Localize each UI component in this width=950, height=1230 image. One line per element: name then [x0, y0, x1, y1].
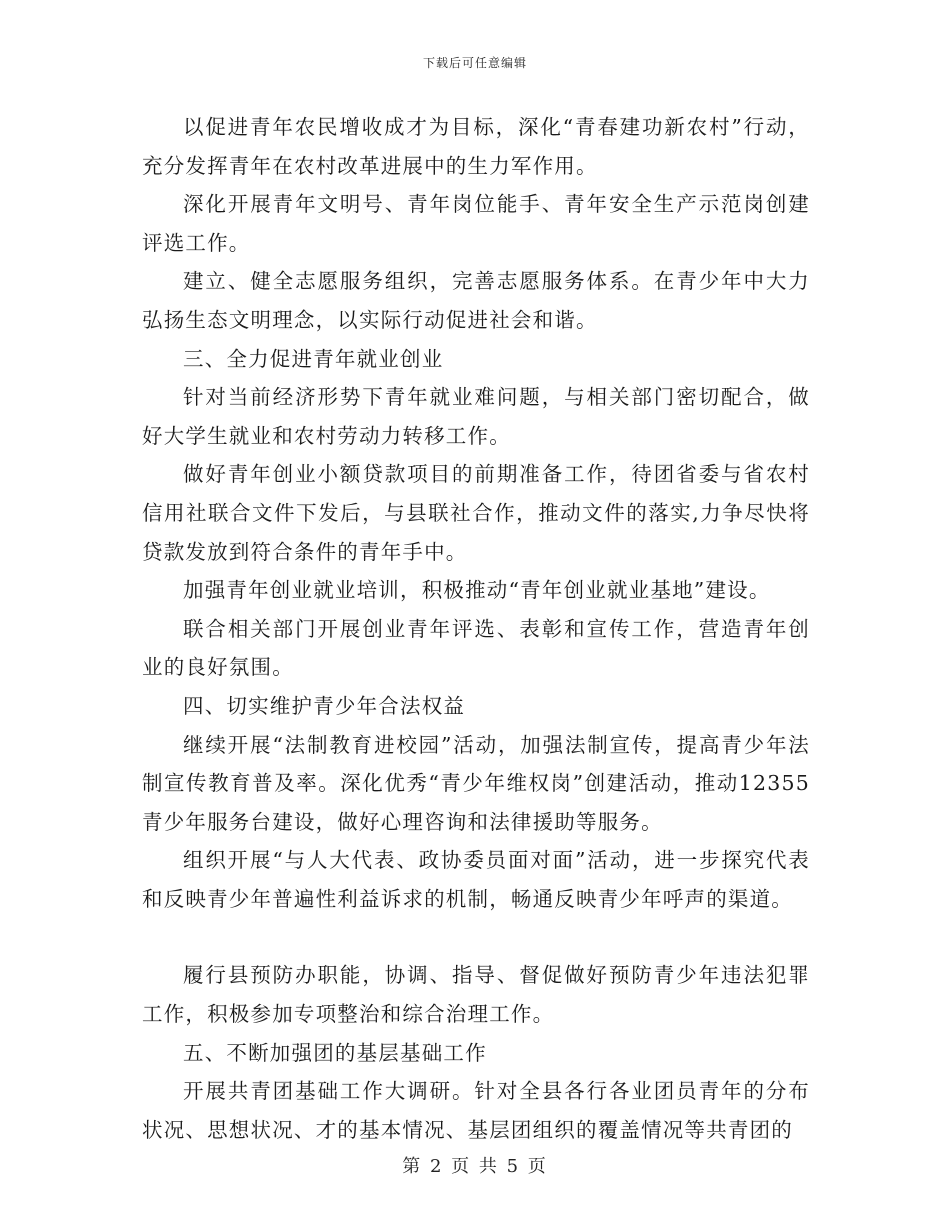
section-heading: 三、全力促进青年就业创业 [183, 346, 444, 371]
document-body [142, 108, 810, 1149]
paragraph: 开展共青团基础工作大调研。针对全县各行各业团员青年的分布状况、思想状况、才的基本情况、基层团组织的覆盖情况等共青团的 [142, 1079, 810, 1142]
paragraph: 加强青年创业就业培训，积极推动“青年创业就业基地”建设。 [183, 578, 771, 603]
section-heading: 五、不断加强团的基层基础工作 [183, 1040, 487, 1065]
page-header-note: 下载后可任意编辑 [422, 56, 527, 70]
paragraph: 继续开展“法制教育进校园”活动，加强法制宣传，提高青少年法制宣传教育普及率。深化优秀“青少年维权岗”创建活动，推动12355青少年服务台建设，做好心理咨询和法律援助等服务。 [142, 732, 810, 834]
paragraph: 做好青年创业小额贷款项目的前期准备工作，待团省委与省农村信用社联合文件下发后，与县联社合作，推动文件的落实,力争尽快将贷款发放到符合条件的青年手中。 [142, 462, 810, 564]
paragraph: 组织开展“与人大代表、政协委员面对面”活动，进一步探究代表和反映青少年普遍性利益诉求的机制，畅通反映青少年呼声的渠道。 [142, 848, 810, 911]
paragraph: 以促进青年农民增收成才为目标，深化“青春建功新农村”行动，充分发挥青年在农村改革进展中的生力军作用。 [142, 115, 810, 178]
page-number: 第 2 页 共 5 页 [402, 1156, 548, 1177]
paragraph: 针对当前经济形势下青年就业难问题，与相关部门密切配合，做好大学生就业和农村劳动力转移工作。 [142, 385, 810, 448]
paragraph: 联合相关部门开展创业青年评选、表彰和宣传工作，营造青年创业的良好氛围。 [142, 616, 810, 680]
section-heading: 四、切实维护青少年合法权益 [183, 693, 466, 718]
paragraph: 建立、健全志愿服务组织，完善志愿服务体系。在青少年中大力弘扬生态文明理念，以实际行动促进社会和谐。 [142, 269, 810, 332]
paragraph: 深化开展青年文明号、青年岗位能手、青年安全生产示范岗创建评选工作。 [142, 192, 810, 255]
paragraph: 履行县预防办职能，协调、指导、督促做好预防青少年违法犯罪工作，积极参加专项整治和综合治理工作。 [142, 963, 810, 1027]
